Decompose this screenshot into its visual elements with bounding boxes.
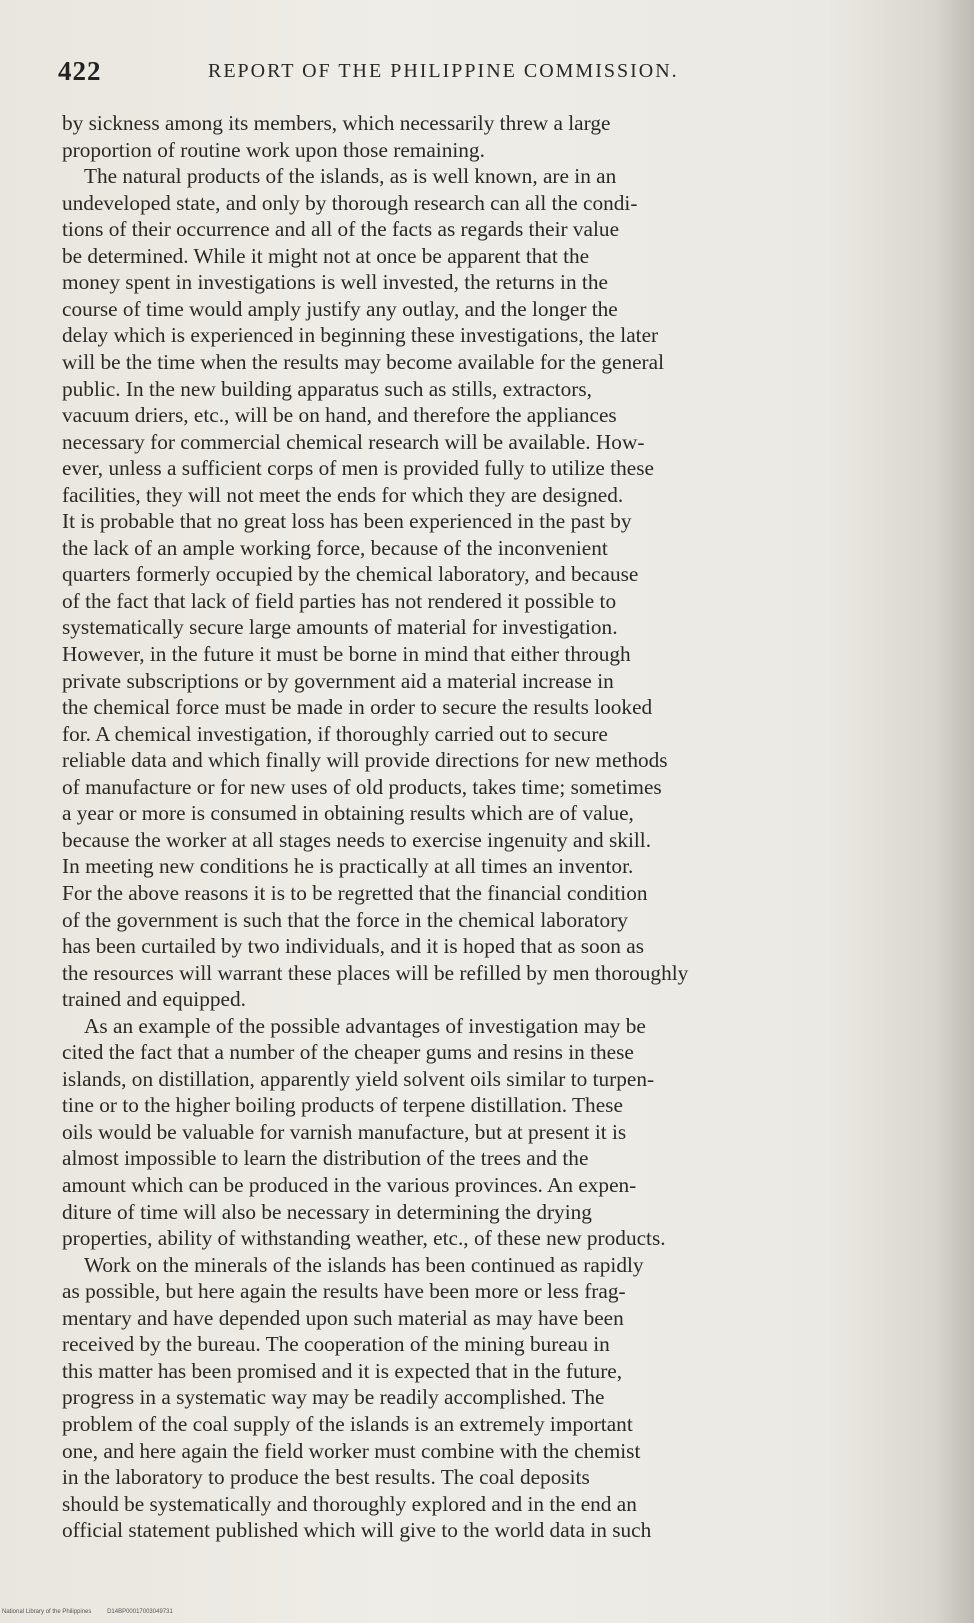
text-line: problem of the coal supply of the islands is an extremely important bbox=[62, 1411, 633, 1436]
text-line: tions of their occurrence and all of the facts as regards their value bbox=[62, 217, 620, 242]
text-line: In meeting new conditions he is practically at all times an inventor. bbox=[62, 854, 634, 879]
text-line: reliable data and which finally will provide directions for new methods bbox=[62, 748, 668, 773]
text-line: course of time would amply justify any outlay, and the longer the bbox=[62, 296, 618, 321]
text-line: money spent in investigations is well invested, the returns in the bbox=[62, 270, 608, 295]
text-line: For the above reasons it is to be regretted that the financial condition bbox=[62, 880, 648, 905]
text-line: a year or more is consumed in obtaining results which are of value, bbox=[62, 801, 634, 826]
text-line: properties, ability of withstanding weather, etc., of these new products. bbox=[62, 1226, 666, 1251]
text-line: tine or to the higher boiling products of terpene distillation. These bbox=[62, 1093, 623, 1118]
text-line: mentary and have depended upon such material as may have been bbox=[62, 1305, 624, 1330]
text-line: delay which is experienced in beginning these investigations, the later bbox=[62, 323, 659, 348]
scan-footer bbox=[2, 1609, 187, 1615]
text-line: islands, on distillation, apparently yield solvent oils similar to turpen- bbox=[62, 1066, 655, 1091]
text-line: be determined. While it might not at once be apparent that the bbox=[62, 243, 590, 268]
body-text bbox=[62, 110, 938, 1580]
text-line: the lack of an ample working force, because of the inconvenient bbox=[62, 535, 608, 560]
text-line: quarters formerly occupied by the chemical laboratory, and because bbox=[62, 562, 639, 587]
text-line: because the worker at all stages needs to exercise ingenuity and skill. bbox=[62, 827, 652, 852]
page-number: 422 bbox=[58, 56, 102, 86]
text-line: Work on the minerals of the islands has been continued as rapidly bbox=[84, 1252, 644, 1277]
text-line: vacuum driers, etc., will be on hand, and therefore the appliances bbox=[62, 403, 617, 428]
text-line: of the fact that lack of field parties has not rendered it possible to bbox=[62, 588, 617, 613]
text-line: private subscriptions or by government aid a material increase in bbox=[62, 668, 614, 693]
text-line: It is probable that no great loss has been experienced in the past by bbox=[62, 509, 632, 534]
text-line: one, and here again the field worker must combine with the chemist bbox=[62, 1438, 641, 1463]
text-line: facilities, they will not meet the ends for which they are designed. bbox=[62, 482, 624, 507]
text-line: the resources will warrant these places will be refilled by men thoroughly bbox=[62, 960, 689, 985]
text-line: necessary for commercial chemical research will be available. How- bbox=[62, 429, 645, 454]
text-line: The natural products of the islands, as is well known, are in an bbox=[84, 164, 617, 189]
text-line: almost impossible to learn the distribution of the trees and the bbox=[62, 1146, 589, 1171]
text-line: of the government is such that the force in the chemical laboratory bbox=[62, 907, 628, 932]
footer-library: National Library of the Philippines bbox=[2, 1609, 92, 1615]
text-line: However, in the future it must be borne in mind that either through bbox=[62, 642, 631, 666]
text-line: the chemical force must be made in order to secure the results looked bbox=[62, 695, 653, 720]
text-line: public. In the new building apparatus such as stills, extractors, bbox=[62, 376, 592, 401]
text-line: oils would be valuable for varnish manufacture, but at present it is bbox=[62, 1119, 627, 1144]
text-line: should be systematically and thoroughly explored and in the end an bbox=[62, 1491, 637, 1516]
text-line: has been curtailed by two individuals, and it is hoped that as soon as bbox=[62, 934, 645, 959]
text-line: systematically secure large amounts of material for investigation. bbox=[62, 615, 618, 640]
footer-identifier: D14BP00017003049731 bbox=[107, 1609, 173, 1615]
text-line: received by the bureau. The cooperation of the mining bureau in bbox=[62, 1332, 610, 1357]
text-line: ever, unless a sufficient corps of men is provided fully to utilize these bbox=[62, 456, 654, 481]
text-line: will be the time when the results may become available for the general bbox=[62, 349, 665, 374]
text-line: diture of time will also be necessary in determining the drying bbox=[62, 1199, 592, 1224]
text-line: As an example of the possible advantages of investigation may be bbox=[84, 1013, 646, 1038]
running-title: REPORT OF THE PHILIPPINE COMMISSION. bbox=[208, 60, 679, 82]
text-line: this matter has been promised and it is expected that in the future, bbox=[62, 1358, 623, 1383]
page-header bbox=[58, 56, 938, 96]
text-line: by sickness among its members, which necessarily threw a large bbox=[62, 111, 611, 135]
text-line: undeveloped state, and only by thorough research can all the condi- bbox=[62, 190, 638, 215]
text-line: progress in a systematic way may be readily accomplished. The bbox=[62, 1385, 605, 1410]
text-line: proportion of routine work upon those remaining. bbox=[62, 137, 485, 162]
text-line: in the laboratory to produce the best results. The coal deposits bbox=[62, 1465, 590, 1490]
text-line: cited the fact that a number of the cheaper gums and resins in these bbox=[62, 1040, 634, 1065]
text-line: for. A chemical investigation, if thoroughly carried out to secure bbox=[62, 721, 608, 746]
text-line: official statement published which will give to the world data in such bbox=[62, 1518, 652, 1543]
text-line: of manufacture or for new uses of old products, takes time; sometimes bbox=[62, 774, 662, 799]
text-line: amount which can be produced in the various provinces. An expen- bbox=[62, 1173, 637, 1197]
text-line: trained and equipped. bbox=[62, 987, 246, 1012]
text-line: as possible, but here again the results have been more or less frag- bbox=[62, 1279, 626, 1304]
